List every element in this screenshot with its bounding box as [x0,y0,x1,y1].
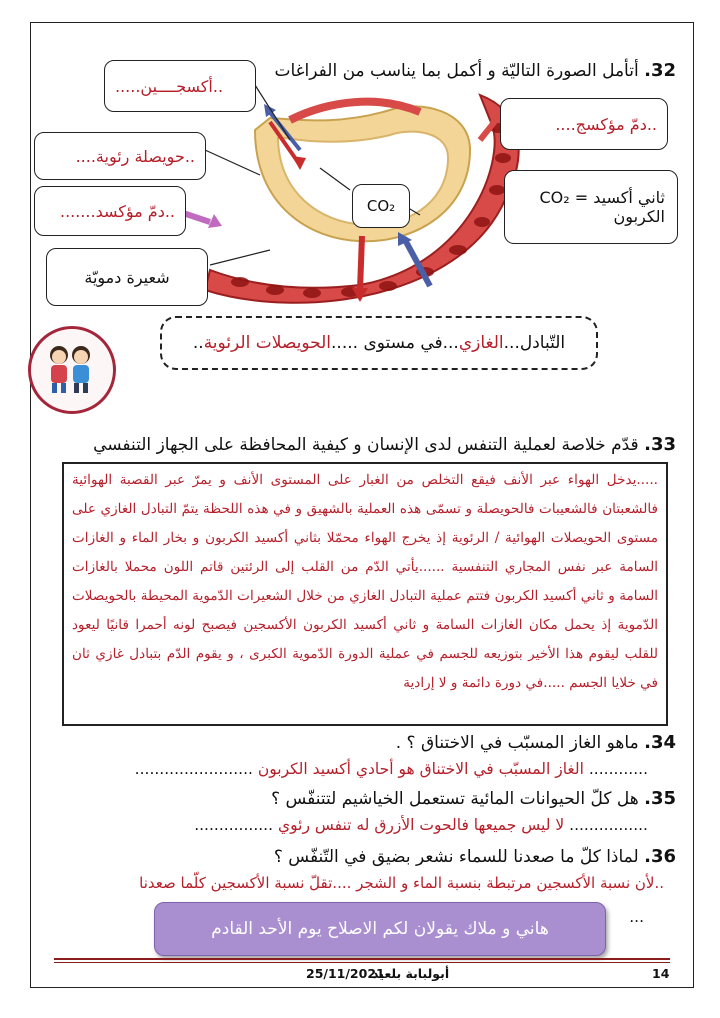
q36-answer-tail: ... [629,908,644,926]
page-number: 14 [652,966,670,981]
q33-answer-box: .....يدخل الهواء عبر الأنف فيقع التخلص من الغبار على المستوى الأنف و يمرّ عبر القصبة الهوائية فالشعبتان فالشعيبات فالحويصلة و تسمّى هذه العملية بالشهيق و في هذه اللحظة يتمّ التبادل الغازي على مستوى الحويصلات الهوائية / الرئوية إذ يخرج الهواء محمّلا بثاني أكسيد الكربون و بخار الماء و الغازات السامة عبر نفس المجاري التنفسية ......يأتي الدّم من القلب إلى الرئتين قاتم اللون محملا بالغازات السامة و ثاني أكسيد الكربون فتتم عملية التبادل الغازي من خلال الشعيرات الدّموية المحيطة بالحويصلات الدّموية إذ يحمل مكان الغازات السامة و ثاني أكسيد الكربون الأكسجين فيصبح لونه أحمرا قانيًا ليعود للقلب ليقوم هذا الأخير بتوزيعه للجسم في عملية الدورة الدّموية الكبرى ، و يقوم الدّم بتبادل غازي ثان في خلايا الجسم .....في دورة دائمة و لا إرادية [62,462,668,726]
exchange-answer1: الغازي [458,333,504,353]
q34-prompt [396,732,676,753]
label-oxygenated-blood: ..دمّ مؤكسج.... [500,98,668,150]
co2-definition-name: ثاني أكسيد [593,188,665,207]
q34-answer: الغاز المسبّب في الاختناق هو أحادي أكسيد الكربون [257,760,584,778]
q35-answer-tail: ................ [194,816,274,834]
q36-answer: ..لأن نسبة الأكسجين مرتبطة بنسبة الماء و الشجر ....تقلّ نسبة الأكسجين كلّما صعدنا [139,874,664,892]
q35-answer-line [194,816,648,834]
q34-answer-lead: ............ [588,760,648,778]
exchange-part1: التّبادل... [503,333,566,353]
q36-number: 36. [644,846,676,867]
q33-prompt [93,434,676,455]
q34-text: ماهو الغاز المسبّب في الاختناق ؟ . [395,733,639,753]
q35-text: هل كلّ الحيوانات المائية تستعمل الخياشيم لتتنفّس ؟ [271,789,639,809]
exchange-answer2: الحويصلات الرئوية [203,333,332,353]
label-capillary: شعيرة دمويّة [46,248,208,306]
q33-number: 33. [644,434,676,455]
q32-text: أتأمل الصورة التاليّة و أكمل بما يناسب من الفراغات [274,61,639,81]
co2-definition-line1 [539,188,665,207]
kids-emblem [28,326,116,414]
footer-date: 25/11/2021 [306,966,385,981]
q35-answer-lead: ................ [569,816,648,834]
q34-answer-line [135,760,648,778]
label-alveolus: ..حويصلة رئوية.... [34,132,206,180]
q36-prompt [274,846,676,867]
label-deoxygenated-blood: ..دمّ مؤكسد....... [34,186,186,236]
footer-rule-bottom [54,962,670,963]
correction-banner: هاني و ملاك يقولان لكم الاصلاح يوم الأحد القادم [154,902,606,956]
kids-icon [31,329,107,405]
oxygen-in-arrow [360,236,362,290]
footer-authors: أبولبابة بلعيد [372,966,450,981]
exchange-part3: ...في مستوى ..... [331,333,459,353]
footer-rule-top [54,958,670,960]
co2-definition-formula: CO₂ = [539,188,589,207]
gas-exchange-sentence [160,316,598,370]
q34-number: 34. [644,732,676,753]
q35-answer: لا ليس جميعها فالحوت الأزرق له تنفس رئوي [277,816,565,834]
q35-number: 35. [644,788,676,809]
exchange-part5: .. [192,333,204,353]
q36-text: لماذا كلّ ما صعدنا للسماء نشعر بضيق في التّنفّس ؟ [273,847,639,867]
pointer-capillary [210,250,270,265]
co2-definition-name2: الكربون [613,207,665,226]
label-oxygen: ..أكسجــــين..... [104,60,256,112]
q32-number: 32. [644,60,676,81]
label-co2: CO₂ [352,184,410,228]
q33-text: قدّم خلاصة لعملية التنفس لدى الإنسان و كيفية المحافظة على الجهاز التنفسي [93,435,639,455]
pointer-alveolus [205,150,260,175]
q34-answer-tail: ........................ [134,760,253,778]
q35-prompt [271,788,676,809]
co2-definition-box [504,170,678,244]
